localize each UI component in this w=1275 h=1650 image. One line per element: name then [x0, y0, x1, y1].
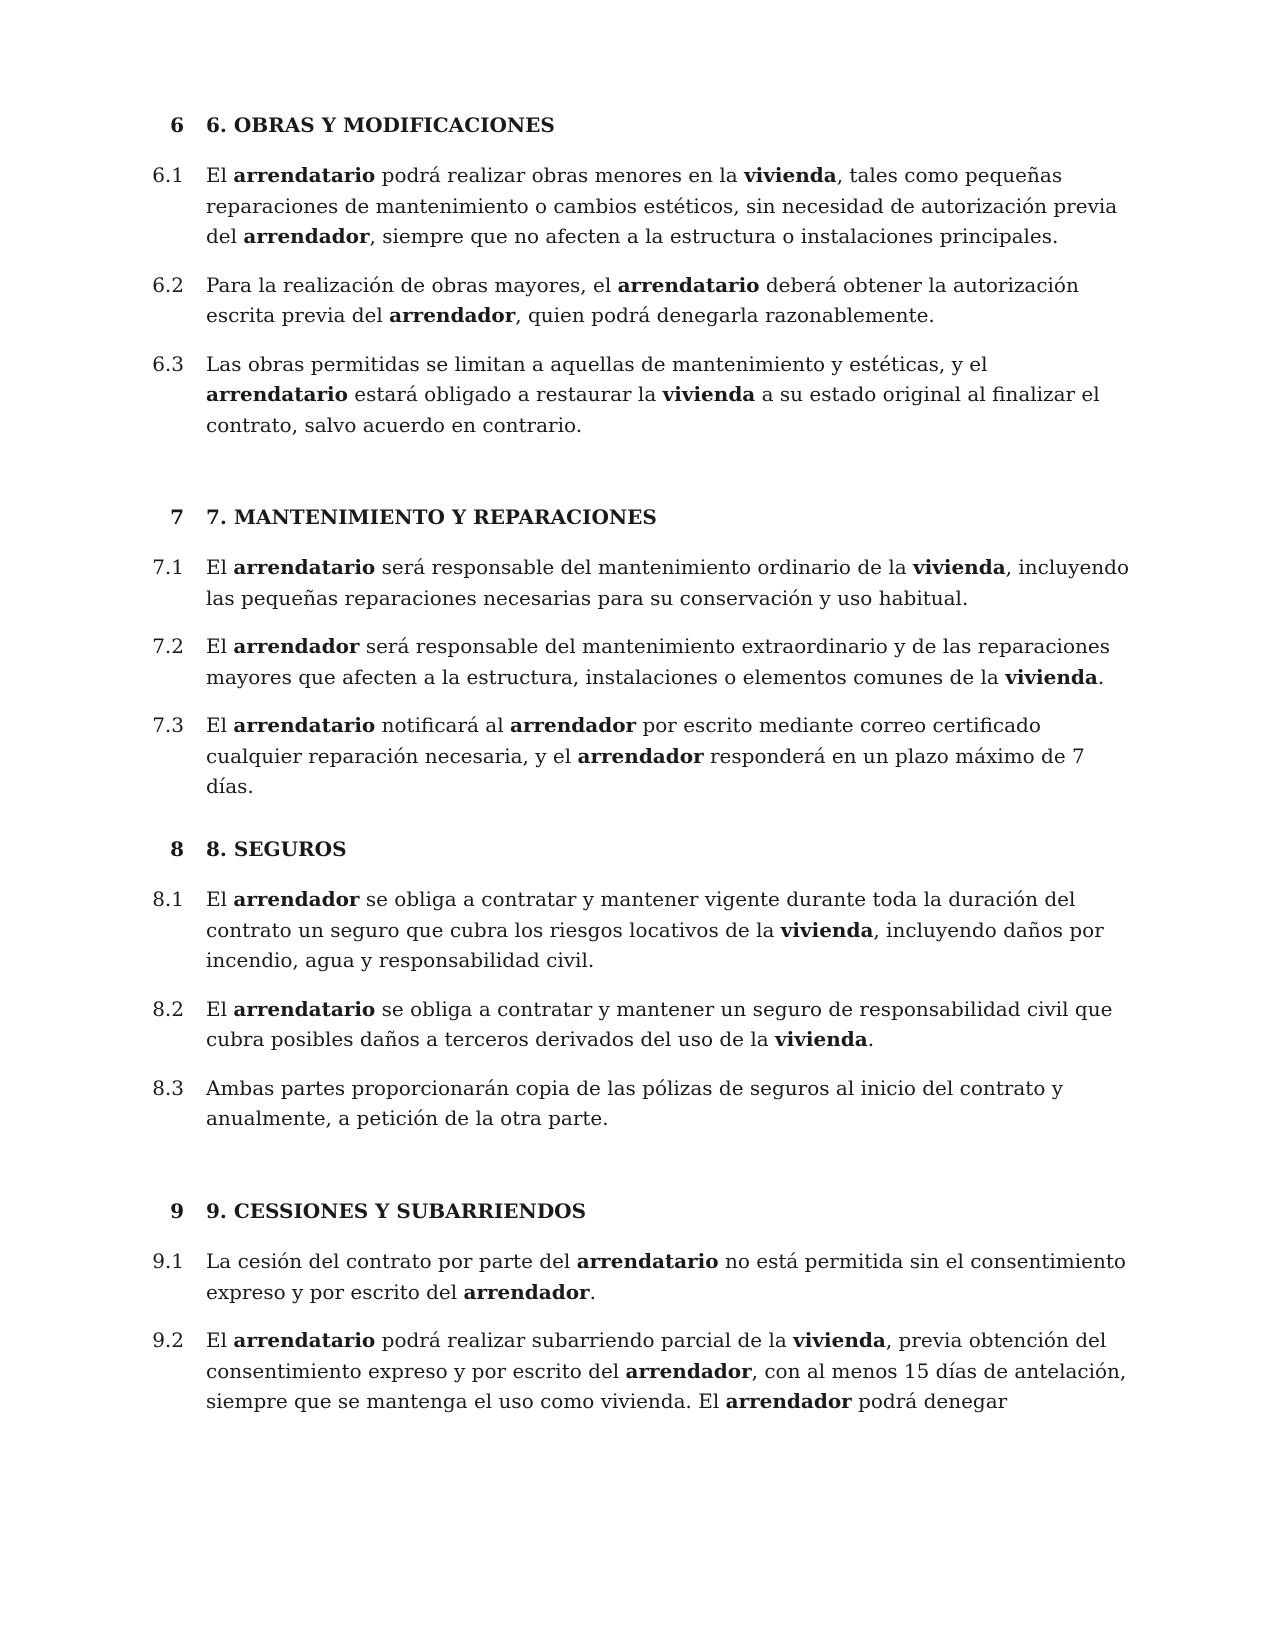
clause-text-run: responderá en un plazo máximo de 7 días. [206, 743, 1085, 798]
clause-text-run: El [206, 634, 234, 658]
clause-text [206, 884, 1130, 976]
clause-text [206, 1325, 1130, 1417]
clause-text-run: , tales como pequeñas reparaciones de mantenimiento o cambios estéticos, sin necesidad de autorización previa del [206, 163, 1118, 248]
clause-7-2 [150, 631, 1130, 692]
defined-term: arrendador [463, 1279, 590, 1304]
clause-text [206, 552, 1130, 613]
clause-9-2 [150, 1325, 1130, 1417]
clause-text-run: deberá obtener la autorización escrita previa del [206, 272, 1079, 327]
clause-text-run: podrá realizar subarriendo parcial de la [375, 1328, 794, 1352]
clause-text-run: será responsable del mantenimiento ordinario de la [375, 555, 914, 579]
defined-term: arrendador [389, 303, 516, 327]
clause-text-run: podrá denegar [851, 1389, 1008, 1413]
section-number: 7 [170, 505, 184, 529]
section-heading [150, 1196, 1130, 1226]
clause-7-1 [150, 552, 1130, 613]
clause-number: 8.1 [152, 887, 184, 911]
clause-6-3 [150, 349, 1130, 441]
clause-text-run: estará obligado a restaurar la [347, 382, 663, 406]
clause-text [206, 1246, 1130, 1307]
defined-term: arrendador [625, 1358, 752, 1383]
clause-7-3 [150, 710, 1130, 802]
clause-text-run: , incluyendo las pequeñas reparaciones necesarias para su conservación y uso habitual. [206, 555, 1130, 610]
clause-text-run: El [206, 163, 234, 187]
clause-text [206, 1073, 1130, 1134]
clause-text-run: será responsable del mantenimiento extraordinario y de las reparaciones mayores que afecten a la estructura, instalaciones o elementos comunes de la [206, 634, 1110, 689]
clause-text-run: Ambas partes proporcionarán copia de las pólizas de seguros al inicio del contrato y anualmente, a petición de la otra parte. [206, 1075, 1064, 1130]
clause-text-run: El [206, 887, 234, 911]
clause-8-2 [150, 994, 1130, 1055]
defined-term: arrendatario [617, 272, 760, 297]
defined-term: arrendador [725, 1389, 852, 1413]
clause-number: 6.1 [152, 163, 184, 187]
clause-text-run: se obliga a contratar y mantener un seguro de responsabilidad civil que cubra posibles daños a terceros derivados del uso de la [206, 996, 1113, 1051]
section-6 [150, 110, 1130, 440]
clause-text-run: , quien podrá denegarla razonablemente. [515, 303, 935, 327]
clause-number: 7.2 [152, 634, 184, 658]
defined-term: arrendatario [206, 382, 348, 406]
clause-text-run: podrá realizar obras menores en la [375, 163, 745, 187]
defined-term: arrendador [233, 887, 360, 911]
defined-term: arrendador [243, 224, 370, 248]
clause-number: 6.2 [152, 272, 184, 297]
clause-number: 6.3 [152, 351, 184, 376]
section-number: 8 [170, 837, 184, 861]
defined-term: arrendador [509, 713, 637, 737]
defined-term: vivienda [913, 555, 1006, 579]
clause-text-run: , siempre que no afecten a la estructura o instalaciones principales. [369, 224, 1059, 248]
clause-text-run: por escrito mediante correo certificado cualquier reparación necesaria, y el [206, 713, 1041, 768]
clause-text-run: El [206, 713, 234, 737]
section-number: 6 [170, 113, 184, 137]
clause-text-run: , con al menos 15 días de antelación, siempre que se mantenga el uso como vivienda. El [206, 1358, 1127, 1413]
clause-text-run: a su estado original al finalizar el contrato, salvo acuerdo en contrario. [206, 382, 1100, 437]
clause-text [206, 270, 1130, 331]
defined-term: arrendatario [233, 996, 376, 1021]
section-heading [150, 502, 1130, 532]
defined-term: vivienda [793, 1328, 886, 1352]
defined-term: vivienda [744, 163, 837, 187]
clause-text-run: Las obras permitidas se limitan a aquellas de mantenimiento y estéticas, y el [206, 351, 988, 376]
clause-text-run: El [206, 555, 234, 579]
section-title: 7. MANTENIMIENTO Y REPARACIONES [206, 505, 657, 529]
section-heading [150, 110, 1130, 140]
clause-number: 9.1 [152, 1249, 184, 1273]
clause-9-1 [150, 1246, 1130, 1307]
section-title: 6. OBRAS Y MODIFICACIONES [206, 113, 555, 137]
defined-term: arrendatario [233, 555, 376, 579]
section-number: 9 [170, 1199, 184, 1223]
clause-number: 9.2 [152, 1328, 184, 1352]
clause-text [206, 349, 1130, 441]
defined-term: arrendatario [233, 1328, 376, 1352]
defined-term: vivienda [775, 1027, 868, 1051]
clause-8-1 [150, 884, 1130, 976]
clause-6-2 [150, 270, 1130, 331]
clause-number: 7.1 [152, 555, 184, 579]
clause-6-1 [150, 160, 1130, 252]
defined-term: vivienda [780, 917, 874, 942]
clause-text-run: , previa obtención del consentimiento expreso y por escrito del [206, 1328, 1107, 1383]
section-9 [150, 1196, 1130, 1417]
section-heading [150, 834, 1130, 864]
clause-text-run: . [1097, 664, 1105, 689]
clause-text-run: El [206, 1328, 234, 1352]
section-7 [150, 502, 1130, 802]
defined-term: arrendatario [576, 1249, 719, 1273]
clause-text [206, 710, 1130, 802]
defined-term: vivienda [1005, 664, 1098, 689]
section-8 [150, 834, 1130, 1134]
clause-text-run: . [589, 1279, 596, 1304]
clause-number: 8.3 [152, 1075, 184, 1100]
clause-text-run: La cesión del contrato por parte del [206, 1249, 577, 1273]
clause-text-run: . [867, 1027, 875, 1051]
section-title: 9. CESSIONES Y SUBARRIENDOS [206, 1199, 587, 1223]
clause-text-run: no está permitida sin el consentimiento expreso y por escrito del [206, 1249, 1126, 1304]
defined-term: arrendador [233, 634, 360, 658]
clause-text-run: Para la realización de obras mayores, el [206, 272, 618, 297]
clause-text [206, 160, 1130, 252]
defined-term: arrendador [577, 743, 704, 768]
clause-text-run: notificará al [375, 713, 510, 737]
clause-text-run: El [206, 996, 234, 1021]
clause-text [206, 994, 1130, 1055]
clause-number: 8.2 [152, 996, 184, 1021]
clause-text [206, 631, 1130, 692]
defined-term: vivienda [662, 382, 756, 406]
defined-term: arrendatario [233, 713, 376, 737]
clause-8-3 [150, 1073, 1130, 1134]
clause-number: 7.3 [152, 713, 184, 737]
clause-text-run: , incluyendo daños por incendio, agua y responsabilidad civil. [206, 917, 1104, 972]
section-title: 8. SEGUROS [206, 837, 347, 861]
clause-text-run: se obliga a contratar y mantener vigente durante toda la duración del contrato un seguro que cubra los riesgos locativos de la [206, 887, 1076, 942]
defined-term: arrendatario [233, 163, 376, 187]
